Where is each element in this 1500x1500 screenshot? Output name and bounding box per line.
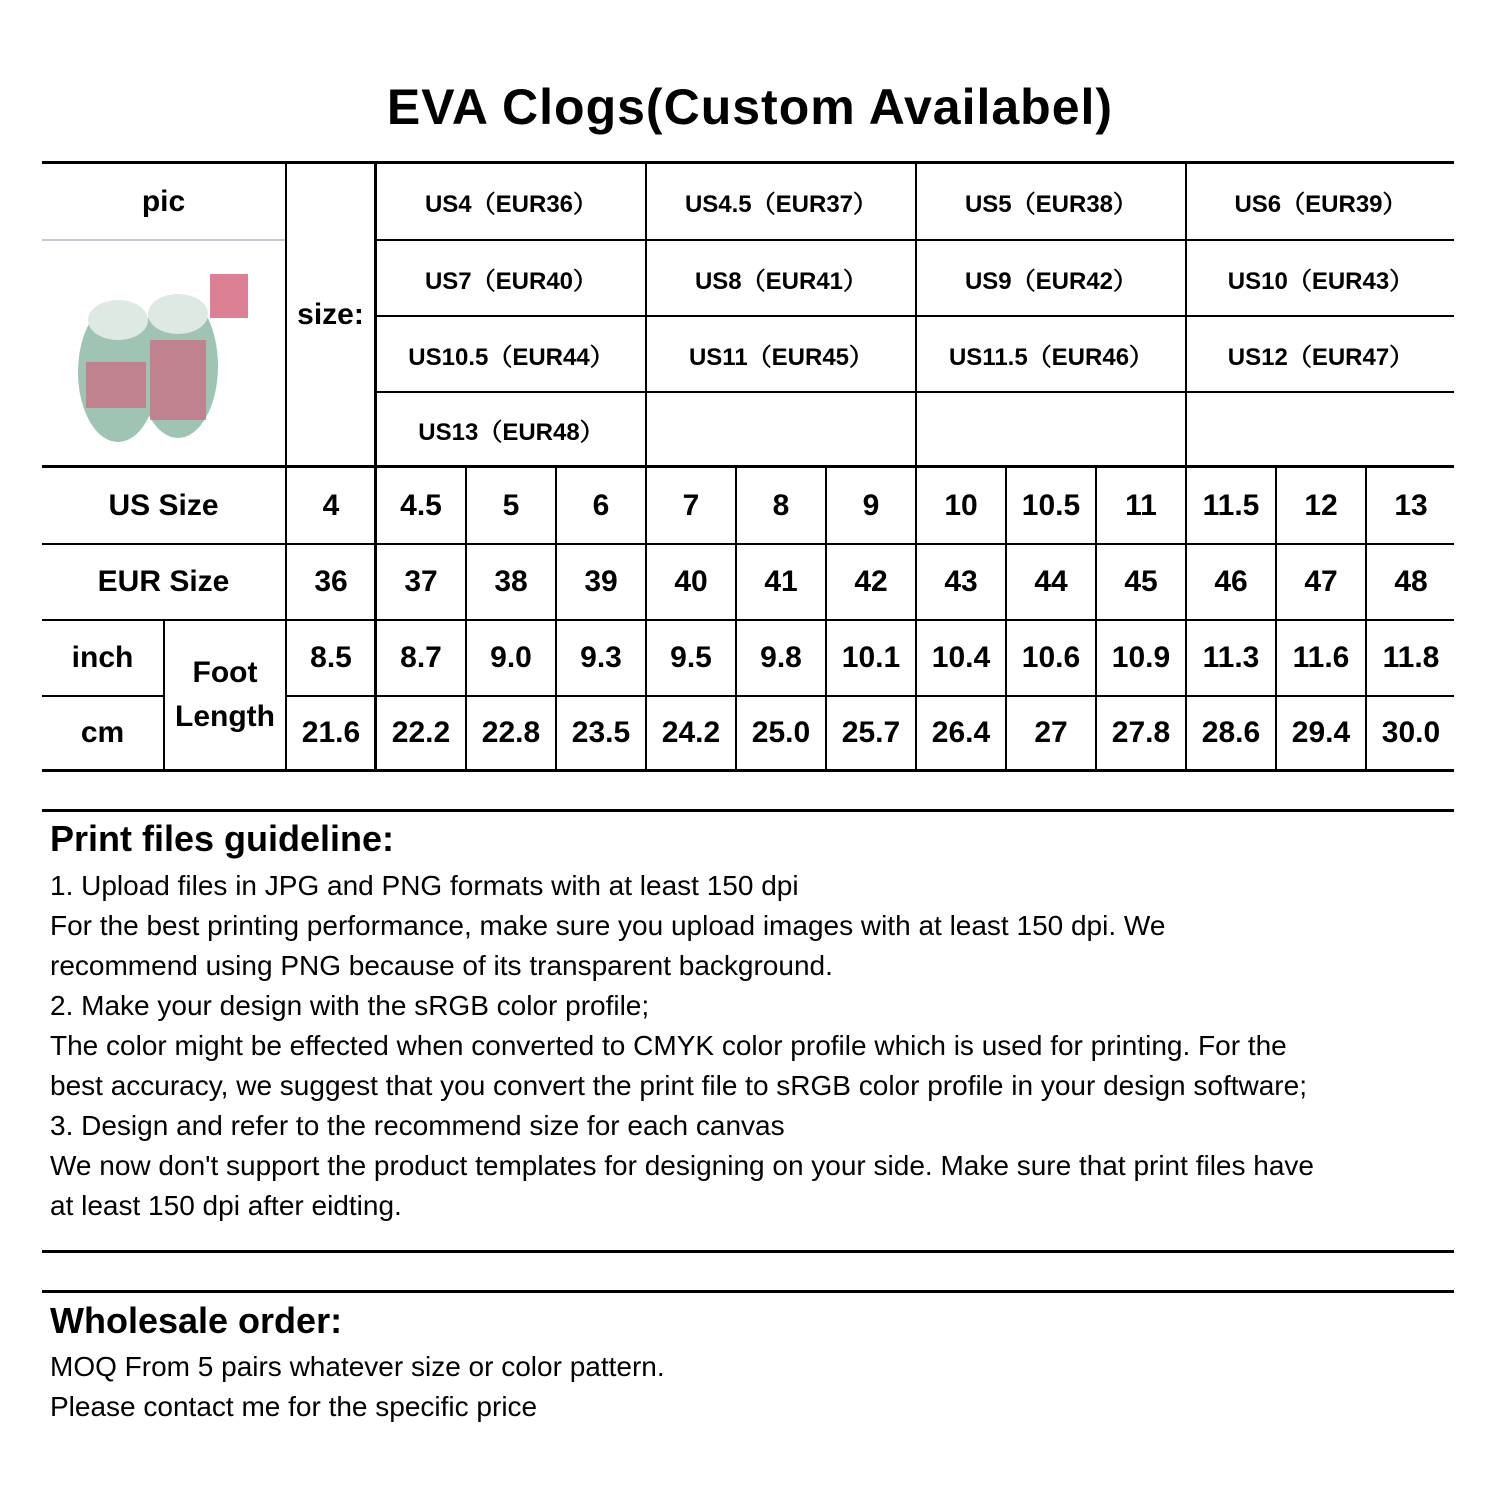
cm-cell: 24.2 [661, 716, 721, 749]
inch-cell: 11.3 [1202, 641, 1260, 674]
guideline-line: 1. Upload files in JPG and PNG formats with at least 150 dpi [50, 870, 799, 901]
inch-cell: 9.3 [580, 641, 622, 674]
size-option: US12（EUR47） [1227, 343, 1414, 371]
guideline-line: at least 150 dpi after eidting. [50, 1190, 402, 1221]
guideline-line: recommend using PNG because of its transparent background. [50, 950, 833, 981]
us-cell: 12 [1304, 488, 1338, 522]
eur-cell: 37 [404, 565, 438, 598]
us-cell: 11.5 [1202, 488, 1260, 522]
inch-cell: 9.5 [670, 641, 712, 674]
inch-cell: 10.4 [931, 641, 991, 674]
foot-length-line-1: Foot [192, 656, 258, 689]
eur-cell: 45 [1124, 565, 1158, 598]
eur-cell: 47 [1304, 565, 1338, 598]
guideline-heading: Print files guideline: [50, 818, 395, 859]
clog-product-image [60, 262, 270, 452]
cm-cell: 22.8 [481, 716, 541, 749]
size-option: US8（EUR41） [694, 267, 868, 295]
section-divider [42, 809, 1454, 812]
inch-cell: 10.6 [1021, 641, 1081, 674]
pic-label: pic [141, 184, 186, 218]
cm-cell: 25.0 [751, 716, 811, 749]
size-option: US7（EUR40） [424, 267, 598, 295]
cm-cell: 30.0 [1381, 716, 1441, 749]
page-title: EVA Clogs(Custom Availabel) [386, 79, 1114, 135]
guideline-line: 3. Design and refer to the recommend size for each canvas [50, 1110, 785, 1141]
cm-cell: 25.7 [841, 716, 901, 749]
eur-cell: 42 [854, 565, 888, 598]
clog-icon [78, 274, 248, 442]
size-option: US13（EUR48） [418, 418, 604, 446]
cm-cell: 22.2 [391, 716, 451, 749]
size-option: US10.5（EUR44） [408, 343, 614, 371]
size-option: US11（EUR45） [688, 343, 874, 371]
size-option: US5（EUR38） [964, 191, 1138, 218]
eur-cell: 44 [1034, 565, 1068, 598]
cm-cell: 28.6 [1201, 716, 1261, 749]
eur-cell: 46 [1214, 565, 1248, 598]
us-cell: 4.5 [400, 488, 442, 522]
cm-cell: 27.8 [1111, 716, 1171, 749]
inch-cell: 10.9 [1111, 641, 1171, 674]
inch-cell: 10.1 [841, 641, 901, 674]
pic-divider [42, 239, 285, 241]
us-cell: 5 [502, 488, 520, 522]
cm-cell: 29.4 [1291, 716, 1351, 749]
us-cell: 6 [592, 488, 610, 522]
size-option: US4.5（EUR37） [684, 191, 878, 218]
us-cell: 10.5 [1021, 488, 1081, 522]
guideline-line: We now don't support the product templates for designing on your side. Make sure that print files have [50, 1150, 1314, 1181]
size-option [917, 393, 1185, 465]
eur-cell: 48 [1394, 565, 1428, 598]
inch-cell: 9.8 [760, 641, 802, 674]
us-cell: 10 [944, 488, 978, 522]
inch-label: inch [71, 641, 134, 674]
inch-cell: 8.5 [310, 641, 352, 674]
wholesale-body [50, 1347, 1460, 1427]
size-option: US10（EUR43） [1227, 267, 1414, 295]
us-cell: 7 [682, 488, 700, 522]
size-option: US6（EUR39） [1234, 191, 1407, 218]
inch-cell: 11.6 [1292, 641, 1350, 674]
guideline-line: The color might be effected when converted to CMYK color profile which is used for printing. For the [50, 1030, 1287, 1061]
eur-cell: 39 [584, 565, 618, 598]
cm-label: cm [80, 716, 125, 749]
us-cell: 9 [862, 488, 880, 522]
eur-cell: 41 [764, 565, 798, 598]
inch-cell: 11.8 [1382, 641, 1440, 674]
size-option: US11.5（EUR46） [948, 343, 1154, 371]
wholesale-line: MOQ From 5 pairs whatever size or color pattern. [50, 1351, 665, 1382]
guideline-line: best accuracy, we suggest that you convert the print file to sRGB color profile in your design software; [50, 1070, 1307, 1101]
eur-size-label: EUR Size [97, 565, 230, 598]
size-label: size: [297, 297, 364, 331]
eur-cell: 36 [314, 565, 348, 598]
us-cell: 8 [772, 488, 790, 522]
eur-cell: 38 [494, 565, 528, 598]
size-option: US4（EUR36） [424, 191, 598, 218]
inch-cell: 8.7 [400, 641, 442, 674]
us-cell: 11 [1125, 488, 1157, 522]
size-option [1187, 393, 1454, 465]
inch-cell: 9.0 [490, 641, 532, 674]
size-option: US9（EUR42） [964, 267, 1138, 295]
foot-length-line-2: Length [175, 700, 275, 733]
cm-cell: 21.6 [301, 716, 361, 749]
size-option [647, 393, 915, 465]
us-size-label: US Size [108, 488, 219, 522]
wholesale-line: Please contact me for the specific price [50, 1391, 538, 1422]
table-bottom-border [42, 769, 1454, 772]
cm-cell: 23.5 [571, 716, 631, 749]
us-cell: 4 [322, 488, 340, 522]
eur-cell: 40 [674, 565, 708, 598]
guideline-line: 2. Make your design with the sRGB color profile; [50, 990, 650, 1021]
foot-length-label [165, 621, 285, 769]
us-cell: 13 [1394, 488, 1428, 522]
cm-cell: 27 [1034, 716, 1068, 749]
cm-cell: 26.4 [931, 716, 991, 749]
section-divider [42, 1290, 1454, 1293]
eur-cell: 43 [944, 565, 978, 598]
guideline-body [50, 866, 1460, 1226]
section-divider [42, 1250, 1454, 1253]
wholesale-heading: Wholesale order: [50, 1300, 343, 1341]
guideline-line: For the best printing performance, make sure you upload images with at least 150 dpi. We [50, 910, 1166, 941]
